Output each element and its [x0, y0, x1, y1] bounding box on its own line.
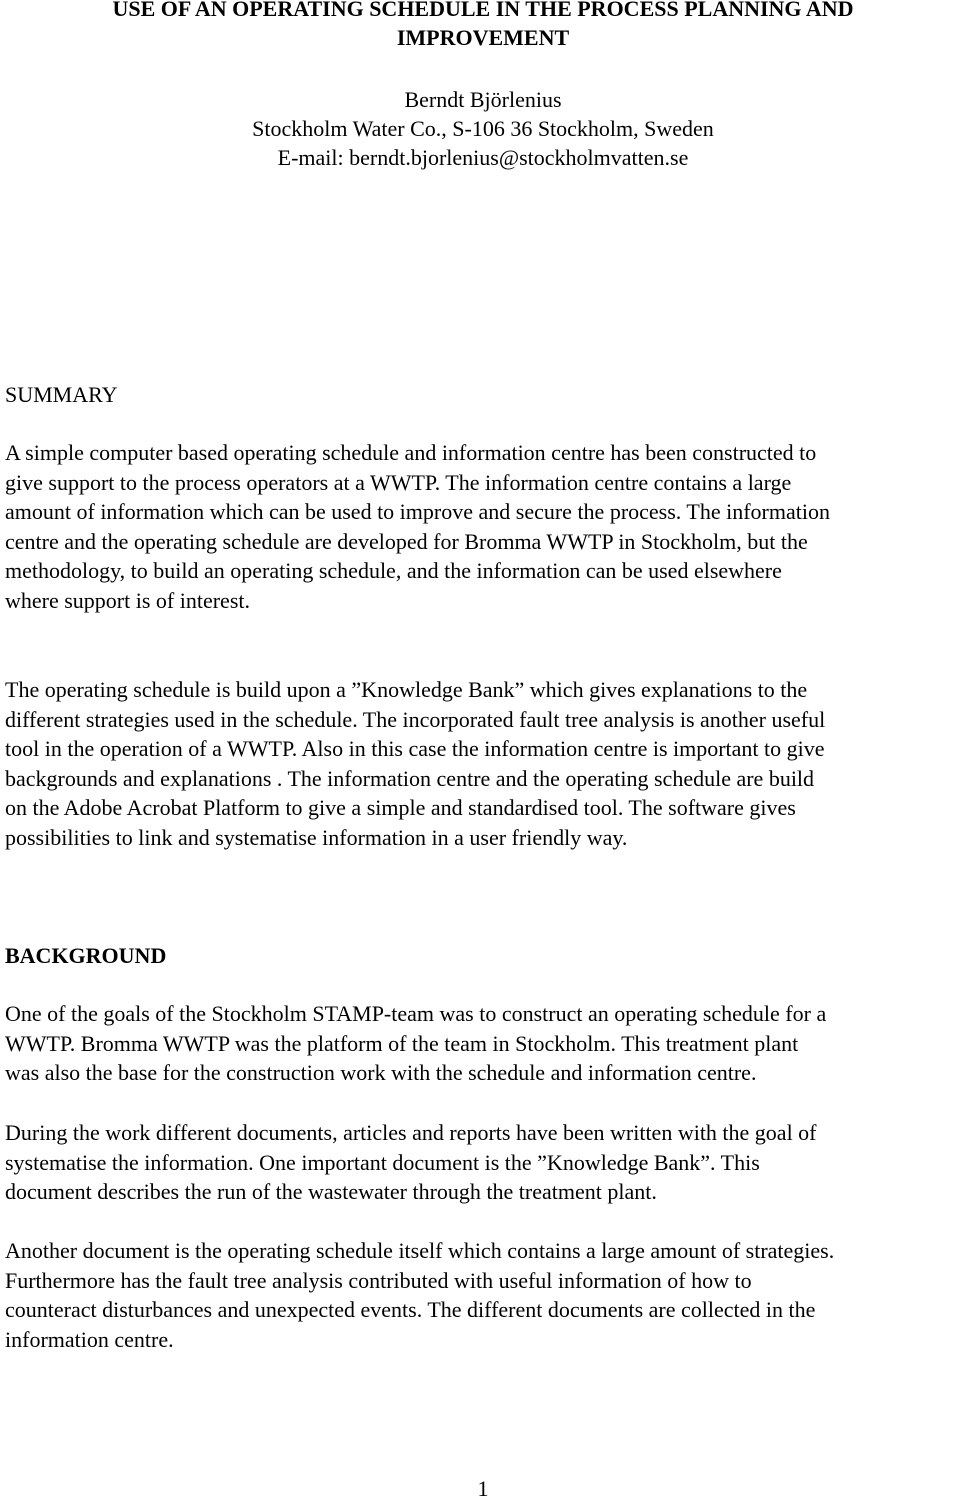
text-line: give support to the process operators at a WWTP. The information centre contains a large [5, 469, 792, 495]
background-paragraph [5, 1236, 960, 1354]
text-line: information centre. [5, 1326, 174, 1352]
author-name: Berndt Björlenius [404, 87, 562, 112]
title-line: USE OF AN OPERATING SCHEDULE IN THE PROCESS PLANNING AND [112, 0, 854, 21]
text-line: The operating schedule is build upon a ”Knowledge Bank” which gives explanations to the [5, 677, 808, 702]
text-line: where support is of interest. [5, 587, 250, 613]
background-paragraph [5, 1118, 960, 1207]
text-line: possibilities to link and systematise information in a user friendly way. [5, 824, 628, 850]
background-paragraph [5, 999, 960, 1088]
text-line: systematise the information. One important document is the ”Knowledge Bank”. This [5, 1149, 760, 1175]
text-line: During the work different documents, articles and reports have been written with the goal of [5, 1120, 817, 1145]
text-line: One of the goals of the Stockholm STAMP-team was to construct an operating schedule for a [5, 1001, 827, 1026]
text-line: was also the base for the construction work with the schedule and information centre. [5, 1060, 757, 1086]
text-line: amount of information which can be used to improve and secure the process. The information [5, 499, 830, 525]
text-line: centre and the operating schedule are developed for Bromma WWTP in Stockholm, but the [5, 528, 808, 554]
summary-paragraph [5, 438, 960, 616]
summary-heading: SUMMARY [5, 382, 118, 407]
text-line: WWTP. Bromma WWTP was the platform of the team in Stockholm. This treatment plant [5, 1030, 799, 1056]
background-heading: BACKGROUND [5, 943, 167, 968]
paper-title [0, 0, 960, 52]
text-line: backgrounds and explanations . The information centre and the operating schedule are build [5, 765, 815, 791]
author-block [0, 85, 960, 172]
text-line: Furthermore has the fault tree analysis contributed with useful information of how to [5, 1267, 752, 1293]
author-email: E-mail: berndt.bjorlenius@stockholmvatten.se [277, 145, 689, 170]
title-line: IMPROVEMENT [396, 25, 570, 50]
text-line: tool in the operation of a WWTP. Also in this case the information centre is important to give [5, 736, 825, 762]
author-affiliation: Stockholm Water Co., S-106 36 Stockholm, Sweden [252, 116, 714, 141]
text-line: Another document is the operating schedule itself which contains a large amount of strategies. [5, 1238, 835, 1263]
text-line: methodology, to build an operating schedule, and the information can be used elsewhere [5, 558, 782, 584]
page-number: 1 [477, 1476, 489, 1501]
text-line: A simple computer based operating schedule and information centre has been constructed to [5, 440, 817, 465]
summary-paragraph [5, 675, 960, 853]
text-line: counteract disturbances and unexpected events. The different documents are collected in the [5, 1297, 816, 1323]
text-line: document describes the run of the wastewater through the treatment plant. [5, 1179, 657, 1205]
text-line: different strategies used in the schedule. The incorporated fault tree analysis is another useful [5, 706, 826, 732]
text-line: on the Adobe Acrobat Platform to give a simple and standardised tool. The software gives [5, 795, 796, 821]
